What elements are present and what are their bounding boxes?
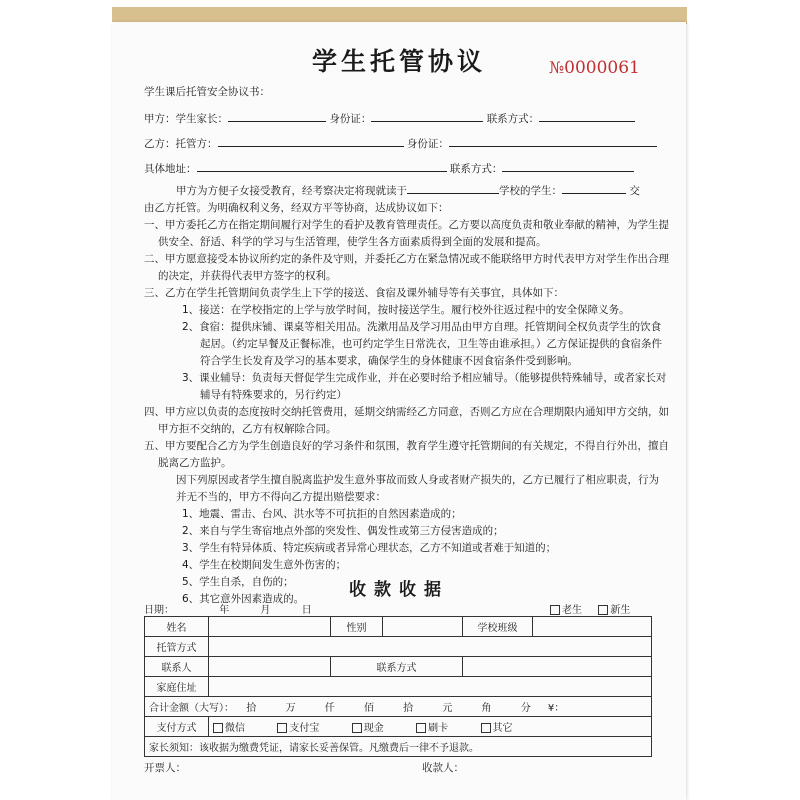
- cash-label: 现金: [363, 723, 384, 734]
- clause-3: 三、乙方在学生托管期间负责学生上下学的接送、食宿及课外辅导等有关事宜，具体如下：: [144, 287, 564, 299]
- wechat-label: 微信: [225, 723, 245, 734]
- serial-value: 0000061: [564, 58, 640, 78]
- exemption-3: 3、学生有特异体质、特定疾病或者异常心理状态，乙方不知道或者难于知道的；: [182, 542, 557, 554]
- home-address-header: 家庭住址: [145, 677, 209, 697]
- receipt-date-row: [144, 601, 652, 616]
- table-row: [145, 657, 652, 677]
- exemption-1: 1、地震、雷击、台风、洪水等不可抗拒的自然因素造成的；: [182, 508, 462, 520]
- agreement-body: [144, 182, 669, 608]
- unit-label: 拾: [403, 703, 414, 714]
- party-a-id-label: 身份证：: [329, 113, 372, 125]
- serial-prefix: №: [549, 58, 565, 77]
- serial-number: [549, 58, 640, 78]
- exemption-intro: 因下列原因或者学生擅自脱离监护发生意外事故而致人身或者财产损失的，乙方已履行了相应职责，行为并无不当的，甲方不得向乙方提出赔偿要求：: [176, 474, 659, 503]
- clause-5: 五、甲方要配合乙方为学生创造良好的学习条件和氛围，教育学生遵守托管期间的有关规定，不得自行外出，擅自脱离乙方监护。: [144, 440, 669, 469]
- clause-3-item-2: 2、食宿：提供床铺、课桌等相关用品。洗漱用品及学习用品由甲方自理。托管期间全权负责学生的饮食起居。（约定早餐及正餐标准，也可约定学生日常洗衣，卫生等由谁承担。）乙方保证提供的食宿条件符合学生长发育及学习的基本要求，确保学生的身体健康不因食宿条件受到影响。: [182, 321, 662, 367]
- unit-label: 拾: [246, 703, 257, 714]
- day-label: 日: [301, 605, 312, 616]
- issuer-label: 开票人：: [144, 762, 186, 774]
- other-label: 其它: [492, 723, 513, 734]
- old-student-checkbox[interactable]: [550, 605, 560, 615]
- unit-label: 元: [442, 703, 453, 714]
- unit-label: 角: [481, 703, 492, 714]
- address-field[interactable]: [197, 160, 447, 172]
- table-row: [145, 637, 652, 657]
- intro-text-2: 学校的学生：: [499, 185, 562, 197]
- name-cell[interactable]: [209, 617, 331, 637]
- class-header: 学校班级: [463, 617, 533, 637]
- year-label: 年: [219, 605, 230, 616]
- intro-text-1: 甲方为方便子女接受教育，经考察决定将现就读于: [176, 185, 407, 197]
- card-checkbox[interactable]: [416, 723, 426, 733]
- party-a-label: 甲方：学生家长：: [144, 113, 228, 125]
- payee-label: 收款人：: [422, 762, 464, 774]
- school-field[interactable]: [407, 182, 499, 194]
- wechat-checkbox[interactable]: [213, 723, 223, 733]
- table-row: [145, 677, 652, 697]
- table-row: [145, 697, 652, 717]
- alipay-checkbox[interactable]: [277, 723, 287, 733]
- party-b-id-label: 身份证：: [406, 138, 449, 150]
- exemption-2: 2、来自与学生寄宿地点外部的突发性、偶发性或第三方侵害造成的；: [182, 525, 504, 537]
- student-field[interactable]: [562, 182, 626, 194]
- intro-paragraph: [144, 182, 669, 200]
- total-amount-cell[interactable]: [145, 697, 652, 717]
- receipt-title: 收款收据: [349, 580, 449, 600]
- table-row: [145, 717, 652, 737]
- contact-method-header: 联系方式: [331, 657, 463, 677]
- exemption-6: 6、其它意外因素造成的。: [182, 593, 305, 605]
- unit-label: 分: [520, 703, 531, 714]
- care-method-header: 托管方式: [145, 637, 209, 657]
- month-label: 月: [260, 605, 271, 616]
- receipt-table: [144, 616, 652, 757]
- home-address-cell[interactable]: [209, 677, 652, 697]
- other-checkbox[interactable]: [481, 723, 491, 733]
- party-a-contact-field[interactable]: [539, 110, 635, 122]
- table-row: [145, 617, 652, 637]
- party-a-row: [144, 110, 635, 126]
- new-student-checkbox[interactable]: [598, 605, 608, 615]
- clause-3-item-1: 1、接送：在学校指定的上学与放学时间，按时接送学生。履行校外往返过程中的安全保障义务。: [182, 304, 630, 316]
- document-title: 学生托管协议: [311, 47, 486, 76]
- party-b-id-field[interactable]: [449, 135, 657, 147]
- class-cell[interactable]: [533, 617, 652, 637]
- alipay-label: 支付宝: [289, 723, 320, 734]
- clause-4: 四、甲方应以负责的态度按时交纳托管费用，延期交纳需经乙方同意，否则乙方应在合理期限内通知甲方交纳，如甲方拒不交纳的，乙方有权解除合同。: [144, 406, 669, 435]
- address-label: 具体地址：: [144, 163, 197, 175]
- party-b-row: [144, 135, 657, 151]
- clause-3-item-3: 3、课业辅导：负责每天督促学生完成作业，并在必要时给予相应辅导。（能够提供特殊辅导，或者家长对辅导有特殊要求的，另行约定）: [182, 372, 667, 401]
- contact-person-header: 联系人: [145, 657, 209, 677]
- unit-label: 仟: [324, 703, 335, 714]
- exemption-5: 5、学生自杀，自伤的；: [182, 576, 294, 588]
- unit-label: 万: [285, 703, 296, 714]
- parent-notice: 家长须知：该收据为缴费凭证，请家长妥善保管。凡缴费后一律不予退款。: [145, 737, 652, 757]
- address-row: [144, 160, 634, 176]
- payment-method-header: 支付方式: [145, 717, 209, 737]
- party-b-name-field[interactable]: [218, 135, 404, 147]
- old-student-label: 老生: [562, 605, 582, 616]
- header-line: 学生课后托管安全协议书：: [144, 86, 270, 98]
- exemption-4: 4、学生在校期间发生意外伤害的；: [182, 559, 347, 571]
- yuan-symbol: ¥：: [547, 703, 565, 714]
- address-contact-label: 联系方式：: [449, 163, 503, 175]
- clause-1: 一、甲方委托乙方在指定期间履行对学生的看护及教育管理责任。乙方要以高度负责和敬业奉献的精神，为学生提供安全、舒适、科学的学习与生活管理，使学生各方面素质得到全面的发展和提高。: [144, 219, 669, 248]
- new-student-label: 新生: [610, 605, 631, 616]
- contact-person-cell[interactable]: [209, 657, 331, 677]
- name-header: 姓名: [145, 617, 209, 637]
- gender-cell[interactable]: [383, 617, 463, 637]
- total-label: 合计金额（大写）：: [149, 703, 234, 714]
- clause-2: 二、甲方愿意接受本协议所约定的条件及守则，并委托乙方在紧急情况或不能联络甲方时代表甲方对学生作出合理的决定，并获得代表甲方签字的权利。: [144, 253, 669, 282]
- address-contact-field[interactable]: [502, 160, 634, 172]
- party-b-label: 乙方：托管方：: [144, 138, 218, 150]
- care-method-cell[interactable]: [209, 637, 652, 657]
- intro-text-3: 交: [629, 185, 640, 197]
- party-a-contact-label: 联系方式：: [486, 113, 540, 125]
- party-a-id-field[interactable]: [371, 110, 483, 122]
- date-label: 日期：: [144, 605, 174, 616]
- payment-options: [209, 717, 652, 737]
- agreement-sheet: [112, 22, 686, 800]
- contact-method-cell[interactable]: [463, 657, 652, 677]
- card-label: 刷卡: [428, 723, 449, 734]
- intro-continuation: 由乙方托管。为明确权利义务，经双方平等协商，达成协议如下：: [144, 202, 449, 214]
- party-a-name-field[interactable]: [228, 110, 326, 122]
- table-row: [145, 737, 652, 757]
- gender-header: 性别: [331, 617, 383, 637]
- unit-label: 佰: [363, 703, 374, 714]
- cash-checkbox[interactable]: [352, 723, 362, 733]
